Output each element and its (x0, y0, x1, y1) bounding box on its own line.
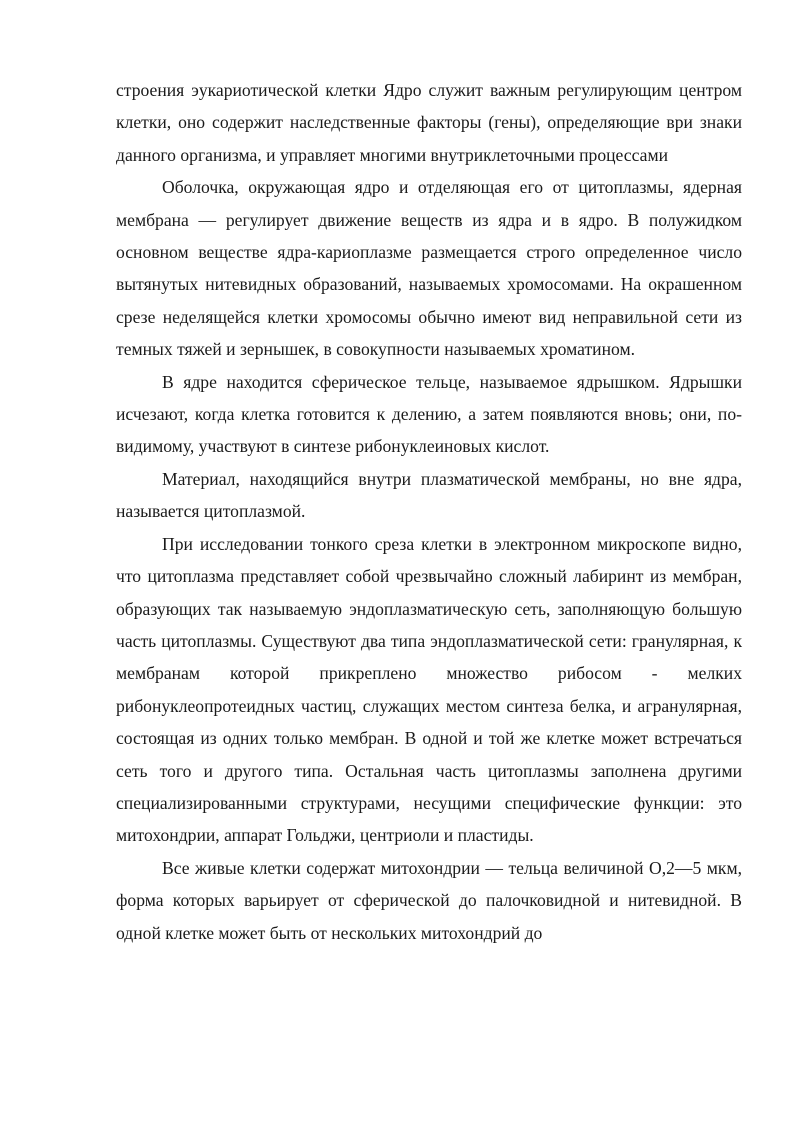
document-page (116, 74, 742, 949)
paragraph-nucleus-continued: строения эукариотической клетки Ядро служит важным регулирующим центром клетки, оно содержит наследственные факторы (гены), определяющие ври знаки данного организма, и управляет многими внутриклеточными процессами (116, 80, 742, 165)
paragraph-cytoplasm-definition: Материал, находящийся внутри плазматической мембраны, но вне ядра, называется цитоплазмой. (116, 468, 742, 522)
paragraph-nuclear-membrane: Оболочка, окружающая ядро и отделяющая его от цитоплазмы, ядерная мембрана — регулирует движение веществ из ядра и в ядро. В полужидком основном веществе ядра-кариоплазме размещается строго определенное число вытянутых нитевидных образований, называемых хромосомами. На окрашенном срезе неделящейся клетки хромосомы обычно имеют вид неправильной сети из темных тяжей и зернышек, в совокупности называемых хроматином. (116, 177, 742, 360)
paragraph-mitochondria: Все живые клетки содержат митохондрии — тельца величиной О,2—5 мкм, форма которых варьирует от сферической до палочковидной и нитевидной. В одной клетке может быть от нескольких митохондрий до (116, 857, 742, 943)
paragraph-nucleolus: В ядре находится сферическое тельце, называемое ядрышком. Ядрышки исчезают, когда клетка готовится к делению, а затем появляются вновь; они, по-видимому, участвуют в синтезе рибонуклеиновых кислот. (116, 371, 742, 457)
paragraph-endoplasmic-reticulum: При исследовании тонкого среза клетки в электронном микроскопе видно, что цитоплазма представляет собой чрезвычайно сложный лабиринт из мембран, образующих так называемую эндоплазматическую сеть, заполняющую большую часть цитоплазмы. Существуют два типа эндоплазматической сети: гранулярная, к мембранам которой прикреплено множество рибосом - мелких рибонуклеопротеидных частиц, служащих местом синтеза белка, и агранулярная, состоящая из одних только мембран. В одной и той же клетке может встречаться сеть того и другого типа. Остальная часть цитоплазмы заполнена другими специализированными структурами, несущими специфические функции: это митохондрии, аппарат Гольджи, центриоли и пластиды. (116, 533, 742, 846)
